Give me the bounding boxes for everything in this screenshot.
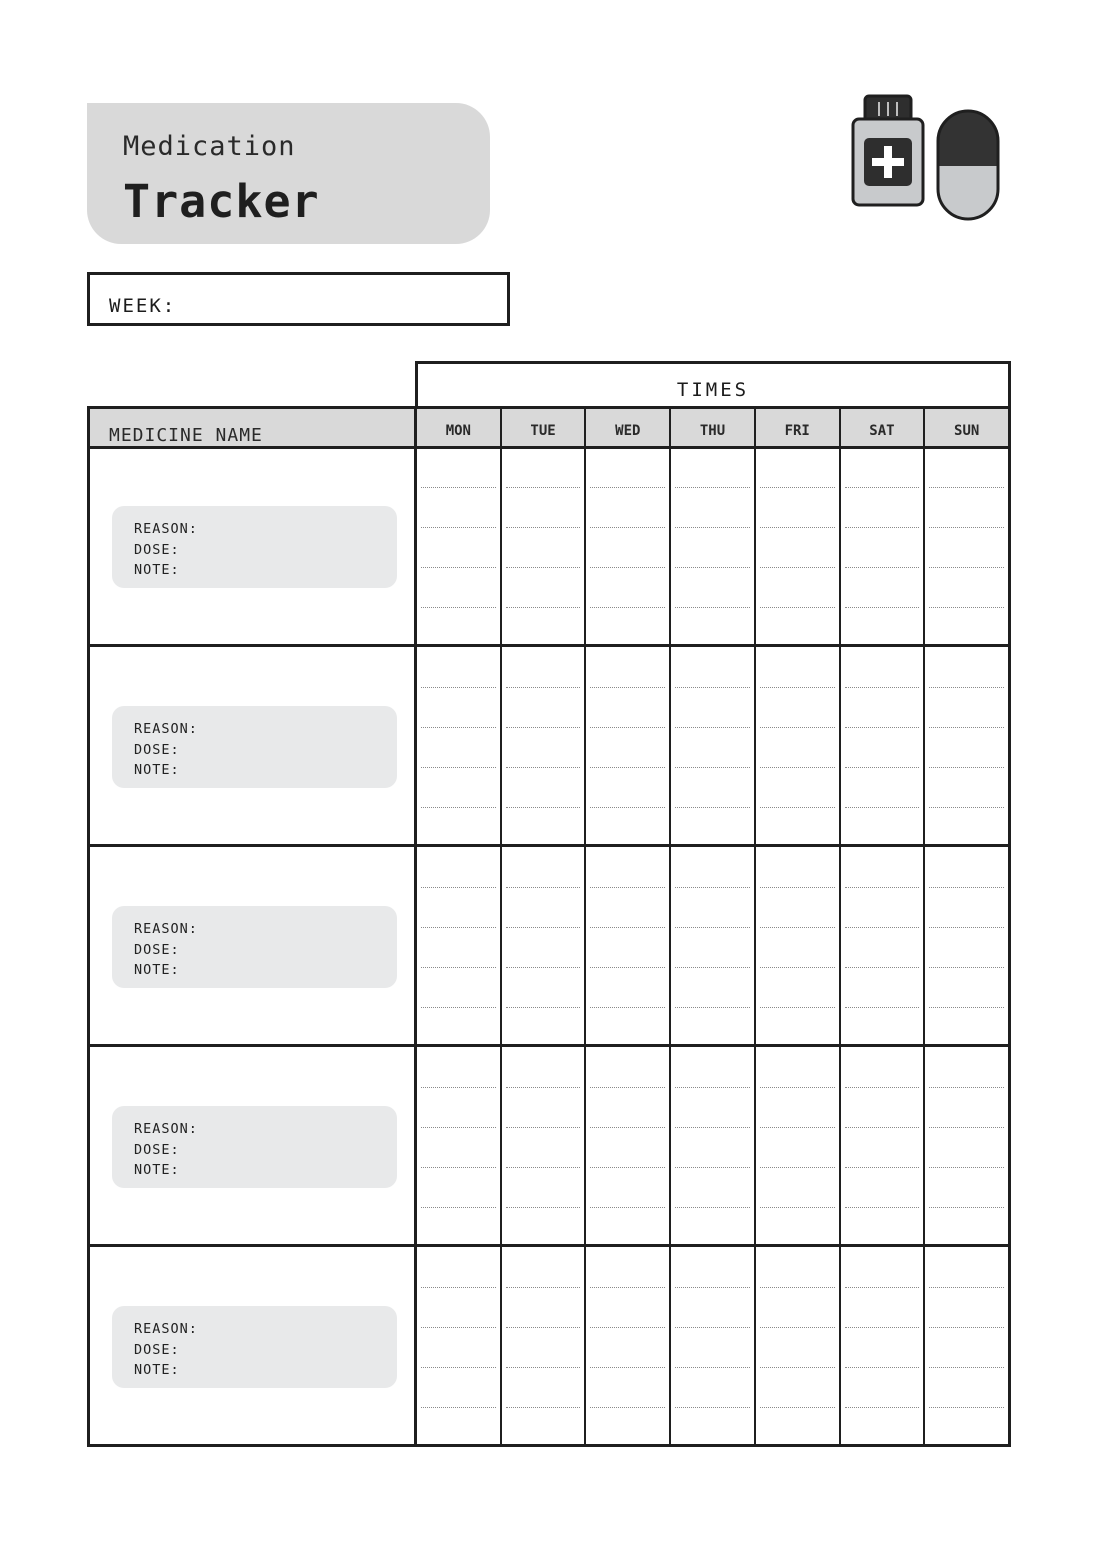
day-cell[interactable] bbox=[925, 847, 1008, 1044]
day-cell[interactable] bbox=[925, 447, 1008, 644]
time-slot-divider bbox=[421, 607, 496, 608]
time-slot-divider bbox=[845, 967, 920, 968]
time-slot-divider bbox=[675, 767, 750, 768]
time-slot-divider bbox=[929, 767, 1004, 768]
time-slot-divider bbox=[421, 1167, 496, 1168]
time-slot-divider bbox=[421, 1407, 496, 1408]
time-slot-divider bbox=[845, 1207, 920, 1208]
time-slot-divider bbox=[506, 1127, 581, 1128]
time-slot-divider bbox=[421, 1327, 496, 1328]
time-slot-divider bbox=[845, 1007, 920, 1008]
time-slot-divider bbox=[760, 807, 835, 808]
reason-label: REASON: bbox=[134, 1321, 198, 1337]
time-slot-divider bbox=[675, 1207, 750, 1208]
day-cell[interactable] bbox=[925, 1047, 1008, 1244]
time-slot-divider bbox=[590, 1087, 665, 1088]
time-slot-divider bbox=[675, 487, 750, 488]
time-slot-divider bbox=[506, 1087, 581, 1088]
time-slot-divider bbox=[760, 1407, 835, 1408]
medicine-name-header bbox=[90, 409, 417, 446]
time-slot-divider bbox=[421, 887, 496, 888]
time-slot-divider bbox=[929, 607, 1004, 608]
time-slot-divider bbox=[421, 727, 496, 728]
time-slot-divider bbox=[590, 687, 665, 688]
day-header-wed: WED bbox=[586, 409, 671, 446]
time-slot-divider bbox=[675, 967, 750, 968]
time-slot-divider bbox=[421, 1087, 496, 1088]
time-slot-divider bbox=[675, 1367, 750, 1368]
time-slot-divider bbox=[929, 527, 1004, 528]
medicine-name-cell[interactable] bbox=[90, 1047, 417, 1244]
dose-label: DOSE: bbox=[134, 941, 180, 958]
time-slot-divider bbox=[845, 527, 920, 528]
time-slot-divider bbox=[760, 527, 835, 528]
week-label: WEEK: bbox=[109, 295, 177, 317]
day-cell[interactable] bbox=[756, 1047, 841, 1244]
title-box bbox=[87, 103, 490, 244]
day-cell[interactable] bbox=[586, 847, 671, 1044]
day-cell[interactable] bbox=[841, 847, 926, 1044]
time-slot-divider bbox=[506, 967, 581, 968]
medication-grid bbox=[87, 447, 1011, 1447]
time-slot-divider bbox=[760, 687, 835, 688]
time-slot-divider bbox=[421, 967, 496, 968]
day-cell[interactable] bbox=[756, 847, 841, 1044]
time-slot-divider bbox=[506, 607, 581, 608]
table-row bbox=[90, 647, 1008, 847]
time-slot-divider bbox=[590, 1207, 665, 1208]
time-slot-divider bbox=[845, 687, 920, 688]
reason-label: REASON: bbox=[134, 521, 198, 537]
time-slot-divider bbox=[760, 727, 835, 728]
day-header-sun: SUN bbox=[954, 423, 980, 439]
time-slot-divider bbox=[421, 1127, 496, 1128]
time-slot-divider bbox=[675, 1007, 750, 1008]
medicine-info-box bbox=[112, 506, 397, 588]
table-row bbox=[90, 1247, 1008, 1447]
day-cell[interactable] bbox=[417, 447, 502, 644]
day-header-mon: MON bbox=[417, 409, 502, 446]
table-row bbox=[90, 1047, 1008, 1247]
time-slot-divider bbox=[590, 1167, 665, 1168]
time-slot-divider bbox=[929, 887, 1004, 888]
time-slot-divider bbox=[760, 887, 835, 888]
time-slot-divider bbox=[421, 567, 496, 568]
time-slot-divider bbox=[675, 567, 750, 568]
day-cell[interactable] bbox=[671, 447, 756, 644]
time-slot-divider bbox=[506, 527, 581, 528]
time-slot-divider bbox=[929, 1327, 1004, 1328]
medicine-name-cell[interactable] bbox=[90, 647, 417, 844]
day-cell[interactable] bbox=[502, 1247, 587, 1447]
day-header-sat: SAT bbox=[841, 409, 926, 446]
note-label: NOTE: bbox=[134, 1362, 180, 1378]
medicine-name-cell[interactable] bbox=[90, 847, 417, 1044]
day-cell[interactable] bbox=[756, 1247, 841, 1447]
medicine-info-box bbox=[112, 906, 397, 988]
time-slot-divider bbox=[590, 1407, 665, 1408]
time-slot-divider bbox=[675, 1407, 750, 1408]
time-slot-divider bbox=[929, 967, 1004, 968]
time-slot-divider bbox=[506, 687, 581, 688]
times-label: TIMES bbox=[676, 379, 750, 401]
time-slot-divider bbox=[929, 687, 1004, 688]
time-slot-divider bbox=[845, 927, 920, 928]
medicine-name-cell[interactable] bbox=[90, 447, 417, 644]
note-label: NOTE: bbox=[134, 962, 180, 978]
time-slot-divider bbox=[845, 607, 920, 608]
time-slot-divider bbox=[845, 1167, 920, 1168]
time-slot-divider bbox=[506, 1167, 581, 1168]
week-field[interactable] bbox=[87, 272, 510, 326]
time-slot-divider bbox=[845, 727, 920, 728]
day-cell[interactable] bbox=[841, 447, 926, 644]
title-line1: Medication bbox=[123, 131, 296, 162]
medicine-info-box bbox=[112, 1106, 397, 1188]
time-slot-divider bbox=[760, 967, 835, 968]
note-label: NOTE: bbox=[134, 762, 180, 778]
time-slot-divider bbox=[590, 1367, 665, 1368]
time-slot-divider bbox=[421, 1367, 496, 1368]
time-slot-divider bbox=[845, 887, 920, 888]
time-slot-divider bbox=[760, 1087, 835, 1088]
time-slot-divider bbox=[506, 1007, 581, 1008]
page-title: Tracker bbox=[123, 175, 320, 228]
table-row bbox=[90, 447, 1008, 647]
reason-label: REASON: bbox=[134, 721, 198, 737]
day-cell[interactable] bbox=[502, 847, 587, 1044]
time-slot-divider bbox=[675, 687, 750, 688]
day-header-tue: TUE bbox=[502, 409, 587, 446]
time-slot-divider bbox=[421, 807, 496, 808]
time-slot-divider bbox=[506, 1327, 581, 1328]
day-cell[interactable] bbox=[417, 847, 502, 1044]
time-slot-divider bbox=[590, 567, 665, 568]
time-slot-divider bbox=[845, 487, 920, 488]
note-label: NOTE: bbox=[134, 1162, 180, 1178]
medicine-bottle-icon bbox=[853, 96, 923, 205]
time-slot-divider bbox=[590, 807, 665, 808]
time-slot-divider bbox=[506, 807, 581, 808]
time-slot-divider bbox=[929, 567, 1004, 568]
day-cell[interactable] bbox=[925, 647, 1008, 844]
dose-label: DOSE: bbox=[134, 541, 180, 558]
time-slot-divider bbox=[421, 687, 496, 688]
time-slot-divider bbox=[760, 1127, 835, 1128]
time-slot-divider bbox=[760, 607, 835, 608]
time-slot-divider bbox=[845, 1367, 920, 1368]
time-slot-divider bbox=[929, 1207, 1004, 1208]
medicine-name-header-label: MEDICINE NAME bbox=[109, 425, 263, 446]
time-slot-divider bbox=[590, 767, 665, 768]
time-slot-divider bbox=[929, 487, 1004, 488]
time-slot-divider bbox=[675, 807, 750, 808]
time-slot-divider bbox=[929, 807, 1004, 808]
day-cell[interactable] bbox=[756, 647, 841, 844]
time-slot-divider bbox=[506, 727, 581, 728]
time-slot-divider bbox=[929, 1287, 1004, 1288]
time-slot-divider bbox=[845, 807, 920, 808]
time-slot-divider bbox=[845, 1407, 920, 1408]
time-slot-divider bbox=[421, 487, 496, 488]
time-slot-divider bbox=[929, 1367, 1004, 1368]
time-slot-divider bbox=[760, 1327, 835, 1328]
dose-label: DOSE: bbox=[134, 1341, 180, 1358]
day-cell[interactable] bbox=[586, 647, 671, 844]
time-slot-divider bbox=[506, 1367, 581, 1368]
day-cell[interactable] bbox=[417, 647, 502, 844]
time-slot-divider bbox=[421, 1007, 496, 1008]
time-slot-divider bbox=[675, 727, 750, 728]
time-slot-divider bbox=[675, 927, 750, 928]
medicine-name-cell[interactable] bbox=[90, 1247, 417, 1447]
day-cell[interactable] bbox=[671, 847, 756, 1044]
day-cell[interactable] bbox=[671, 647, 756, 844]
time-slot-divider bbox=[845, 567, 920, 568]
time-slot-divider bbox=[506, 887, 581, 888]
time-slot-divider bbox=[590, 967, 665, 968]
time-slot-divider bbox=[421, 1207, 496, 1208]
day-cell[interactable] bbox=[502, 647, 587, 844]
time-slot-divider bbox=[929, 727, 1004, 728]
day-cell[interactable] bbox=[586, 1047, 671, 1244]
reason-label: REASON: bbox=[134, 921, 198, 937]
times-header bbox=[415, 361, 1011, 408]
time-slot-divider bbox=[760, 567, 835, 568]
dose-label: DOSE: bbox=[134, 741, 180, 758]
day-header-fri: FRI bbox=[756, 409, 841, 446]
day-header-thu: THU bbox=[671, 409, 756, 446]
time-slot-divider bbox=[929, 1407, 1004, 1408]
time-slot-divider bbox=[506, 767, 581, 768]
medicine-info-box bbox=[112, 1306, 397, 1388]
capsule-icon bbox=[938, 111, 998, 221]
table-header-row bbox=[87, 406, 1011, 449]
time-slot-divider bbox=[590, 727, 665, 728]
time-slot-divider bbox=[675, 1167, 750, 1168]
time-slot-divider bbox=[675, 1287, 750, 1288]
time-slot-divider bbox=[506, 487, 581, 488]
time-slot-divider bbox=[675, 1327, 750, 1328]
day-cell[interactable] bbox=[417, 1047, 502, 1244]
time-slot-divider bbox=[760, 1367, 835, 1368]
day-cell[interactable] bbox=[671, 1047, 756, 1244]
time-slot-divider bbox=[675, 527, 750, 528]
day-cell[interactable] bbox=[502, 447, 587, 644]
time-slot-divider bbox=[421, 767, 496, 768]
time-slot-divider bbox=[845, 1327, 920, 1328]
time-slot-divider bbox=[506, 1287, 581, 1288]
day-cell[interactable] bbox=[841, 1247, 926, 1447]
day-cell[interactable] bbox=[502, 1047, 587, 1244]
table-row bbox=[90, 847, 1008, 1047]
time-slot-divider bbox=[760, 487, 835, 488]
day-cell[interactable] bbox=[756, 447, 841, 644]
day-cell[interactable] bbox=[417, 1247, 502, 1447]
time-slot-divider bbox=[845, 767, 920, 768]
time-slot-divider bbox=[760, 767, 835, 768]
time-slot-divider bbox=[421, 1287, 496, 1288]
day-cell[interactable] bbox=[671, 1247, 756, 1447]
note-label: NOTE: bbox=[134, 562, 180, 578]
time-slot-divider bbox=[590, 1287, 665, 1288]
time-slot-divider bbox=[675, 887, 750, 888]
time-slot-divider bbox=[760, 927, 835, 928]
day-cell[interactable] bbox=[841, 647, 926, 844]
time-slot-divider bbox=[590, 927, 665, 928]
time-slot-divider bbox=[929, 1127, 1004, 1128]
time-slot-divider bbox=[760, 1167, 835, 1168]
time-slot-divider bbox=[760, 1007, 835, 1008]
time-slot-divider bbox=[590, 487, 665, 488]
time-slot-divider bbox=[590, 607, 665, 608]
header-icons bbox=[850, 94, 1002, 222]
time-slot-divider bbox=[590, 1127, 665, 1128]
day-cell[interactable] bbox=[925, 1247, 1008, 1447]
time-slot-divider bbox=[929, 927, 1004, 928]
time-slot-divider bbox=[929, 1167, 1004, 1168]
time-slot-divider bbox=[506, 1407, 581, 1408]
time-slot-divider bbox=[760, 1207, 835, 1208]
dose-label: DOSE: bbox=[134, 1141, 180, 1158]
time-slot-divider bbox=[590, 1327, 665, 1328]
time-slot-divider bbox=[675, 1127, 750, 1128]
time-slot-divider bbox=[506, 927, 581, 928]
time-slot-divider bbox=[421, 927, 496, 928]
time-slot-divider bbox=[506, 567, 581, 568]
time-slot-divider bbox=[760, 1287, 835, 1288]
time-slot-divider bbox=[590, 1007, 665, 1008]
time-slot-divider bbox=[845, 1127, 920, 1128]
medicine-info-box bbox=[112, 706, 397, 788]
time-slot-divider bbox=[675, 1087, 750, 1088]
time-slot-divider bbox=[590, 887, 665, 888]
time-slot-divider bbox=[929, 1087, 1004, 1088]
day-cell[interactable] bbox=[841, 1047, 926, 1244]
time-slot-divider bbox=[421, 527, 496, 528]
day-cell[interactable] bbox=[586, 1247, 671, 1447]
time-slot-divider bbox=[929, 1007, 1004, 1008]
time-slot-divider bbox=[590, 527, 665, 528]
reason-label: REASON: bbox=[134, 1121, 198, 1137]
day-cell[interactable] bbox=[586, 447, 671, 644]
time-slot-divider bbox=[845, 1287, 920, 1288]
time-slot-divider bbox=[675, 607, 750, 608]
time-slot-divider bbox=[845, 1087, 920, 1088]
time-slot-divider bbox=[506, 1207, 581, 1208]
